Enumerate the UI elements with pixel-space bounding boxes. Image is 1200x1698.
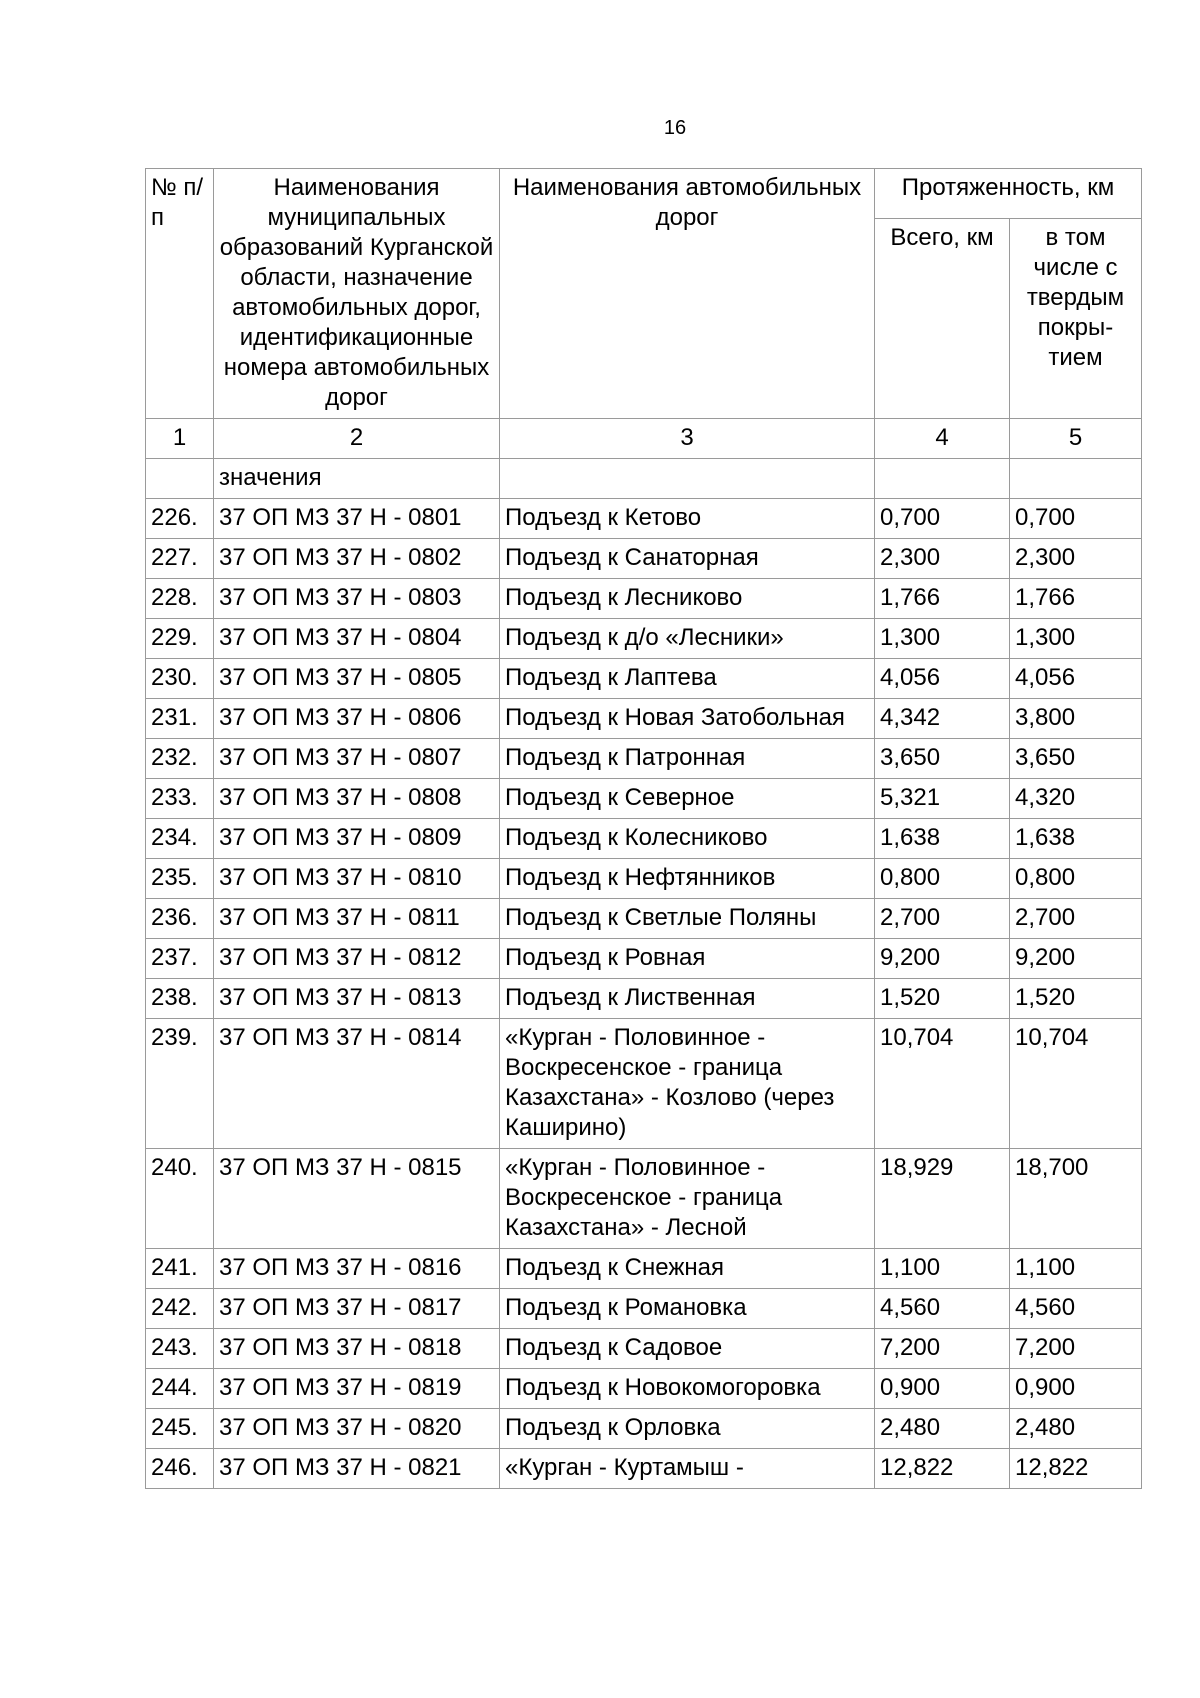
cell-total-length: 1,520 [875,979,1010,1019]
cell-road-name: Подъезд к д/о «Лесники» [500,619,875,659]
cell-identifier: 37 ОП МЗ 37 Н - 0816 [214,1249,500,1289]
cell-number: 246. [146,1449,214,1489]
cell-paved-length: 4,056 [1010,659,1142,699]
cell-road-name: Подъезд к Нефтянников [500,859,875,899]
roads-table [145,168,1142,1489]
cell-identifier: 37 ОП МЗ 37 Н - 0807 [214,739,500,779]
cell-road-name: Подъезд к Патронная [500,739,875,779]
cell-identifier: 37 ОП МЗ 37 Н - 0821 [214,1449,500,1489]
cell-number: 244. [146,1369,214,1409]
cell-total-length: 1,766 [875,579,1010,619]
cell-identifier: 37 ОП МЗ 37 Н - 0801 [214,499,500,539]
table-row [146,859,1142,899]
cell-total-length: 0,700 [875,499,1010,539]
cell-paved-length: 3,800 [1010,699,1142,739]
table-row [146,1449,1142,1489]
header-total-length: Всего, км [875,219,1010,419]
table-row [146,539,1142,579]
cell-identifier: значения [214,459,500,499]
header-municipality: Наименования муниципальных образований Курганской области, назначение автомобильных дорог, идентификационные номера автомобильных дорог [214,169,500,419]
cell-paved-length: 9,200 [1010,939,1142,979]
cell-road-name: Подъезд к Садовое [500,1329,875,1369]
header-number: № п/п [146,169,214,419]
cell-paved-length: 4,320 [1010,779,1142,819]
header-paved-length: в том числе с твердым покры-тием [1010,219,1142,419]
cell-number: 239. [146,1019,214,1149]
cell-identifier: 37 ОП МЗ 37 Н - 0809 [214,819,500,859]
cell-number: 228. [146,579,214,619]
cell-number: 232. [146,739,214,779]
cell-paved-length: 1,766 [1010,579,1142,619]
cell-total-length: 10,704 [875,1019,1010,1149]
cell-paved-length: 2,700 [1010,899,1142,939]
cell-road-name: Подъезд к Лесниково [500,579,875,619]
cell-road-name: Подъезд к Снежная [500,1249,875,1289]
cell-road-name: Подъезд к Северное [500,779,875,819]
table-row [146,739,1142,779]
cell-number: 227. [146,539,214,579]
cell-total-length: 7,200 [875,1329,1010,1369]
cell-road-name: Подъезд к Светлые Поляны [500,899,875,939]
header-road-name: Наименования автомобильных дорог [500,169,875,419]
cell-total-length: 2,700 [875,899,1010,939]
cell-total-length [875,459,1010,499]
cell-paved-length: 1,638 [1010,819,1142,859]
cell-paved-length: 1,300 [1010,619,1142,659]
cell-road-name: «Курган - Куртамыш - [500,1449,875,1489]
table-row [146,1329,1142,1369]
cell-total-length: 5,321 [875,779,1010,819]
cell-total-length: 4,342 [875,699,1010,739]
table-row [146,819,1142,859]
cell-identifier: 37 ОП МЗ 37 Н - 0815 [214,1149,500,1249]
cell-identifier: 37 ОП МЗ 37 Н - 0813 [214,979,500,1019]
cell-identifier: 37 ОП МЗ 37 Н - 0820 [214,1409,500,1449]
cell-identifier: 37 ОП МЗ 37 Н - 0818 [214,1329,500,1369]
cell-total-length: 1,100 [875,1249,1010,1289]
cell-number: 226. [146,499,214,539]
cell-total-length: 12,822 [875,1449,1010,1489]
table-row [146,939,1142,979]
cell-road-name: Подъезд к Ровная [500,939,875,979]
table-row [146,619,1142,659]
cell-paved-length: 7,200 [1010,1329,1142,1369]
cell-identifier: 37 ОП МЗ 37 Н - 0810 [214,859,500,899]
cell-number: 235. [146,859,214,899]
cell-road-name: Подъезд к Лаптева [500,659,875,699]
cell-number: 242. [146,1289,214,1329]
table-row [146,1289,1142,1329]
cell-paved-length: 0,800 [1010,859,1142,899]
cell-road-name: Подъезд к Санаторная [500,539,875,579]
cell-identifier: 37 ОП МЗ 37 Н - 0819 [214,1369,500,1409]
cell-identifier: 37 ОП МЗ 37 Н - 0808 [214,779,500,819]
header-length-group: Протяженность, км [875,169,1142,219]
cell-road-name: Подъезд к Орловка [500,1409,875,1449]
cell-total-length: 9,200 [875,939,1010,979]
cell-paved-length: 0,700 [1010,499,1142,539]
table-row [146,1409,1142,1449]
table-row [146,579,1142,619]
cell-total-length: 2,300 [875,539,1010,579]
table-row [146,699,1142,739]
cell-paved-length: 4,560 [1010,1289,1142,1329]
page-number: 16 [663,117,687,139]
cell-number: 236. [146,899,214,939]
table-body [146,459,1142,1489]
cell-road-name: Подъезд к Кетово [500,499,875,539]
cell-total-length: 1,300 [875,619,1010,659]
cell-number: 245. [146,1409,214,1449]
table-row [146,979,1142,1019]
cell-number: 231. [146,699,214,739]
table-row [146,1019,1142,1149]
cell-number: 233. [146,779,214,819]
cell-paved-length: 2,480 [1010,1409,1142,1449]
table-row [146,1149,1142,1249]
cell-road-name: Подъезд к Романовка [500,1289,875,1329]
cell-identifier: 37 ОП МЗ 37 Н - 0802 [214,539,500,579]
cell-number: 243. [146,1329,214,1369]
cell-number: 229. [146,619,214,659]
cell-total-length: 3,650 [875,739,1010,779]
table-row [146,1369,1142,1409]
cell-paved-length: 1,520 [1010,979,1142,1019]
cell-paved-length: 18,700 [1010,1149,1142,1249]
cell-total-length: 4,056 [875,659,1010,699]
cell-total-length: 2,480 [875,1409,1010,1449]
cell-paved-length: 10,704 [1010,1019,1142,1149]
cell-paved-length: 3,650 [1010,739,1142,779]
column-number: 5 [1010,419,1142,459]
cell-road-name: Подъезд к Новая Затобольная [500,699,875,739]
continuation-row [146,459,1142,499]
table-row [146,659,1142,699]
cell-road-name [500,459,875,499]
cell-identifier: 37 ОП МЗ 37 Н - 0811 [214,899,500,939]
cell-identifier: 37 ОП МЗ 37 Н - 0812 [214,939,500,979]
cell-total-length: 0,800 [875,859,1010,899]
cell-number: 241. [146,1249,214,1289]
cell-paved-length: 2,300 [1010,539,1142,579]
cell-paved-length: 0,900 [1010,1369,1142,1409]
cell-number: 237. [146,939,214,979]
cell-road-name: Подъезд к Лиственная [500,979,875,1019]
column-number: 2 [214,419,500,459]
cell-identifier: 37 ОП МЗ 37 Н - 0814 [214,1019,500,1149]
table-row [146,499,1142,539]
cell-identifier: 37 ОП МЗ 37 Н - 0817 [214,1289,500,1329]
cell-number: 238. [146,979,214,1019]
table-row [146,779,1142,819]
cell-identifier: 37 ОП МЗ 37 Н - 0804 [214,619,500,659]
cell-road-name: «Курган - Половинное - Воскресенское - граница Казахстана» - Козлово (через Каширино) [500,1019,875,1149]
table-row [146,899,1142,939]
cell-total-length: 18,929 [875,1149,1010,1249]
cell-total-length: 4,560 [875,1289,1010,1329]
cell-road-name: Подъезд к Новокомогоровка [500,1369,875,1409]
cell-total-length: 1,638 [875,819,1010,859]
cell-paved-length: 12,822 [1010,1449,1142,1489]
cell-paved-length [1010,459,1142,499]
table-header [146,169,1142,459]
cell-number: 234. [146,819,214,859]
column-number-row [146,419,1142,459]
cell-identifier: 37 ОП МЗ 37 Н - 0806 [214,699,500,739]
column-number: 4 [875,419,1010,459]
cell-total-length: 0,900 [875,1369,1010,1409]
cell-identifier: 37 ОП МЗ 37 Н - 0805 [214,659,500,699]
table-row [146,1249,1142,1289]
cell-road-name: Подъезд к Колесниково [500,819,875,859]
cell-number: 240. [146,1149,214,1249]
cell-road-name: «Курган - Половинное - Воскресенское - граница Казахстана» - Лесной [500,1149,875,1249]
cell-number: 230. [146,659,214,699]
cell-paved-length: 1,100 [1010,1249,1142,1289]
column-number: 1 [146,419,214,459]
column-number: 3 [500,419,875,459]
cell-identifier: 37 ОП МЗ 37 Н - 0803 [214,579,500,619]
cell-number [146,459,214,499]
